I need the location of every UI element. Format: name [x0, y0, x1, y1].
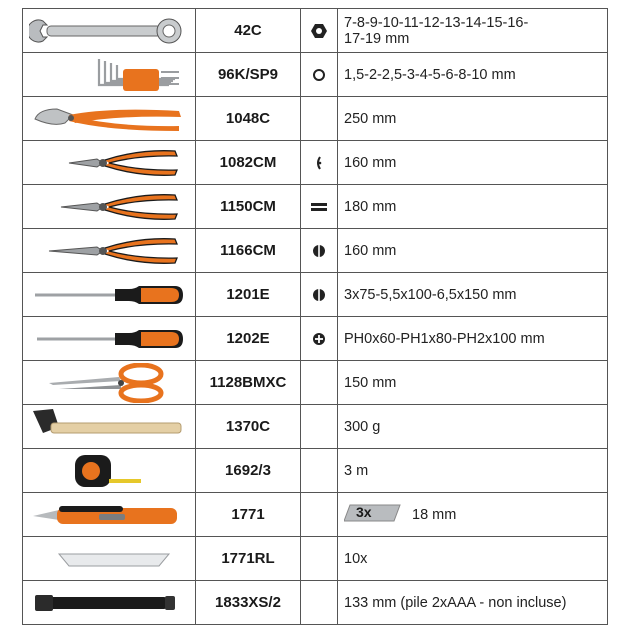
- quantity-badge-label: 3x: [356, 503, 372, 520]
- description-text: 160 mm: [344, 242, 397, 259]
- electrician-scissors-icon: [23, 361, 196, 405]
- product-description: [338, 493, 608, 537]
- table-row-1166cm: [23, 229, 608, 273]
- table-row-1771: [23, 493, 608, 537]
- description-text: 3x75-5,5x100-6,5x150 mm: [344, 286, 517, 303]
- product-code: 1201E: [196, 273, 301, 317]
- diagonal-cutters-icon: [23, 141, 196, 185]
- description-text: 1,5-2-2,5-3-4-5-6-8-10 mm: [344, 66, 516, 83]
- symbol-cell: [301, 97, 338, 141]
- product-code: 96K/SP9: [196, 53, 301, 97]
- table-row-1833xs-2: [23, 581, 608, 625]
- circle-icon: [301, 53, 338, 97]
- slotted-screwdriver-icon: [23, 273, 196, 317]
- slotted-icon: [301, 273, 338, 317]
- product-code: 1150CM: [196, 185, 301, 229]
- phillips-screwdriver-icon: [23, 317, 196, 361]
- description-text: 7-8-9-10-11-12-13-14-15-16- 17-19 mm: [344, 14, 529, 47]
- quantity-badge: [344, 503, 402, 527]
- product-code: 1048C: [196, 97, 301, 141]
- table-row-96k-sp9: [23, 53, 608, 97]
- table-row-1771rl: [23, 537, 608, 581]
- product-description: [338, 537, 608, 581]
- product-description: [338, 185, 608, 229]
- tools-table: [22, 8, 608, 625]
- long-nose-pliers-icon: [23, 229, 196, 273]
- description-text: 3 m: [344, 462, 369, 479]
- hex-key-set-icon: [23, 53, 196, 97]
- description-text: 18 mm: [412, 506, 457, 523]
- product-description: [338, 9, 608, 53]
- combination-pliers-icon: [23, 185, 196, 229]
- spare-blades-icon: [23, 537, 196, 581]
- side-cutter-icon: [301, 141, 338, 185]
- flashlight-icon: [23, 581, 196, 625]
- symbol-cell: [301, 581, 338, 625]
- flat-jaw-icon: [301, 185, 338, 229]
- table-row-1370c: [23, 405, 608, 449]
- table-row-1150cm: [23, 185, 608, 229]
- phillips-icon: [301, 317, 338, 361]
- product-code: 1202E: [196, 317, 301, 361]
- symbol-cell: [301, 449, 338, 493]
- table-row-1082cm: [23, 141, 608, 185]
- table-row-1048c: [23, 97, 608, 141]
- hammer-icon: [23, 405, 196, 449]
- product-description: [338, 141, 608, 185]
- description-text: PH0x60-PH1x80-PH2x100 mm: [344, 330, 545, 347]
- half-round-icon: [301, 229, 338, 273]
- product-description: [338, 53, 608, 97]
- product-description: [338, 405, 608, 449]
- product-code: 1771RL: [196, 537, 301, 581]
- symbol-cell: [301, 493, 338, 537]
- product-description: [338, 361, 608, 405]
- description-text: 10x: [344, 550, 368, 567]
- tools-table-body: [23, 9, 608, 625]
- description-text: 133 mm (pile 2xAAA - non incluse): [344, 594, 567, 611]
- product-description: [338, 317, 608, 361]
- hex-nut-icon: [301, 9, 338, 53]
- symbol-cell: [301, 361, 338, 405]
- table-row-1201e: [23, 273, 608, 317]
- product-code: 1082CM: [196, 141, 301, 185]
- combination-wrench-icon: [23, 9, 196, 53]
- table-row-1202e: [23, 317, 608, 361]
- product-code: 1692/3: [196, 449, 301, 493]
- utility-knife-icon: [23, 493, 196, 537]
- description-text: 180 mm: [344, 198, 397, 215]
- product-code: 1128BMXC: [196, 361, 301, 405]
- product-code: 42C: [196, 9, 301, 53]
- product-code: 1370C: [196, 405, 301, 449]
- product-description: [338, 97, 608, 141]
- table-row-1128bmxc: [23, 361, 608, 405]
- description-text: 300 g: [344, 418, 381, 435]
- table-row-1692-3: [23, 449, 608, 493]
- symbol-cell: [301, 405, 338, 449]
- symbol-cell: [301, 537, 338, 581]
- product-description: [338, 273, 608, 317]
- product-description: [338, 449, 608, 493]
- description-text: 150 mm: [344, 374, 397, 391]
- product-description: [338, 229, 608, 273]
- product-code: 1166CM: [196, 229, 301, 273]
- product-code: 1771: [196, 493, 301, 537]
- water-pump-pliers-icon: [23, 97, 196, 141]
- product-description: [338, 581, 608, 625]
- tape-measure-icon: [23, 449, 196, 493]
- description-text: 250 mm: [344, 110, 397, 127]
- table-row-42c: [23, 9, 608, 53]
- description-text: 160 mm: [344, 154, 397, 171]
- product-code: 1833XS/2: [196, 581, 301, 625]
